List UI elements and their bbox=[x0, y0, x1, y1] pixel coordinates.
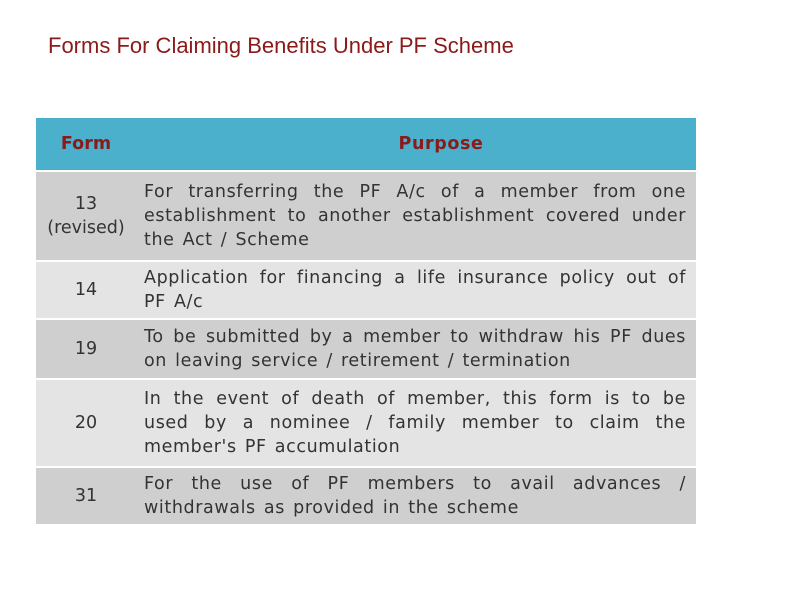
form-purpose: In the event of death of member, this form is to be used by a nominee / family member to claim the member's PF accumulation bbox=[144, 389, 686, 457]
table-row bbox=[36, 466, 696, 524]
form-number: 31 bbox=[74, 486, 98, 506]
form-number: 20 bbox=[74, 413, 98, 433]
form-number: 14 bbox=[74, 280, 98, 300]
table-row bbox=[36, 170, 696, 260]
form-number: 19 bbox=[74, 339, 98, 359]
form-purpose: Application for financing a life insurance policy out of PF A/c bbox=[144, 268, 686, 312]
table-row bbox=[36, 318, 696, 378]
table-header-row bbox=[36, 118, 696, 170]
form-purpose: For the use of PF members to avail advances / withdrawals as provided in the scheme bbox=[144, 474, 686, 518]
form-purpose: To be submitted by a member to withdraw his PF dues on leaving service / retirement / termination bbox=[144, 327, 686, 371]
header-form: Form bbox=[60, 134, 112, 154]
form-purpose: For transferring the PF A/c of a member from one establishment to another establishment covered under the Act / Scheme bbox=[144, 182, 686, 250]
table-row bbox=[36, 378, 696, 466]
table-row bbox=[36, 260, 696, 318]
page-title: Forms For Claiming Benefits Under PF Scheme bbox=[48, 33, 514, 58]
form-number: 13 (revised) bbox=[47, 194, 125, 238]
header-purpose: Purpose bbox=[398, 134, 484, 154]
forms-table bbox=[36, 118, 696, 524]
